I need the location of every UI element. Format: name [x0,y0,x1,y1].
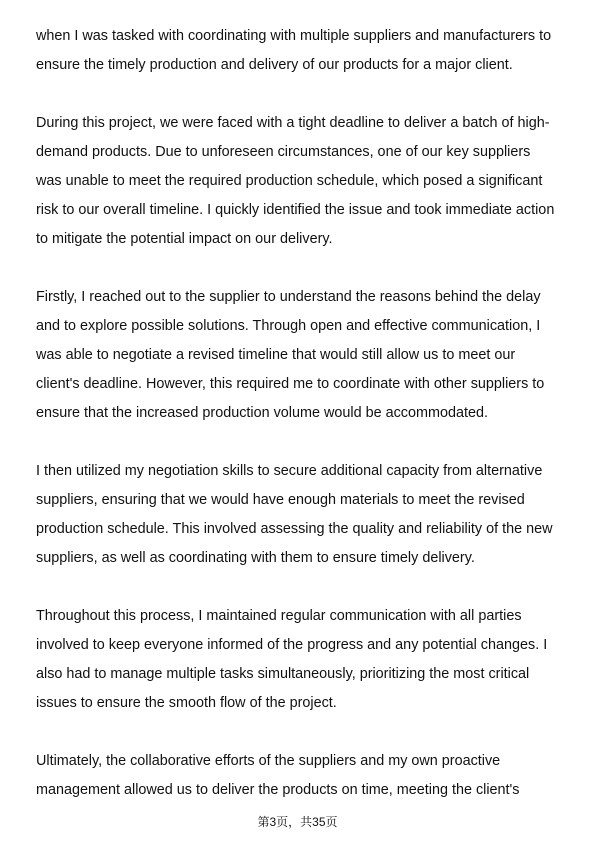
paragraph-6 [36,747,558,805]
text-line: demand products. Due to unforeseen circumstances, one of our key suppliers [36,144,531,160]
text-line: ensure that the increased production volume would be accommodated. [36,405,488,421]
text-line: to mitigate the potential impact on our delivery. [36,231,333,247]
text-line: issues to ensure the smooth flow of the project. [36,695,337,711]
paragraph-4 [36,457,558,573]
text-line: was unable to meet the required production schedule, which posed a significant [36,173,543,189]
text-line: involved to keep everyone informed of the progress and any potential changes. I [36,637,548,653]
text-line: During this project, we were faced with a tight deadline to deliver a batch of high- [36,115,550,131]
text-line: client's deadline. However, this required me to coordinate with other suppliers to [36,376,545,392]
page-number-footer: 第3页，共35页 [257,815,338,829]
text-line: and to explore possible solutions. Through open and effective communication, I [36,318,541,334]
text-line: ensure the timely production and delivery of our products for a major client. [36,57,513,73]
text-line: Ultimately, the collaborative efforts of the suppliers and my own proactive [36,753,501,769]
text-line: suppliers, as well as coordinating with them to ensure timely delivery. [36,550,475,566]
document-body [36,22,558,834]
paragraph-1 [36,22,558,80]
text-line: suppliers, ensuring that we would have enough materials to meet the revised [36,492,525,508]
text-line: I then utilized my negotiation skills to secure additional capacity from alternative [36,463,543,479]
text-line: Firstly, I reached out to the supplier to understand the reasons behind the delay [36,289,541,305]
text-line: production schedule. This involved assessing the quality and reliability of the new [36,521,553,537]
text-line: also had to manage multiple tasks simultaneously, prioritizing the most critical [36,666,530,682]
text-line: was able to negotiate a revised timeline that would still allow us to meet our [36,347,516,363]
text-line: Throughout this process, I maintained regular communication with all parties [36,608,522,624]
text-line: risk to our overall timeline. I quickly identified the issue and took immediate action [36,202,555,218]
text-line: when I was tasked with coordinating with multiple suppliers and manufacturers to [36,28,552,44]
paragraph-3 [36,283,558,428]
text-line: management allowed us to deliver the products on time, meeting the client's [36,782,520,798]
paragraph-2 [36,109,558,254]
paragraph-5 [36,602,558,718]
